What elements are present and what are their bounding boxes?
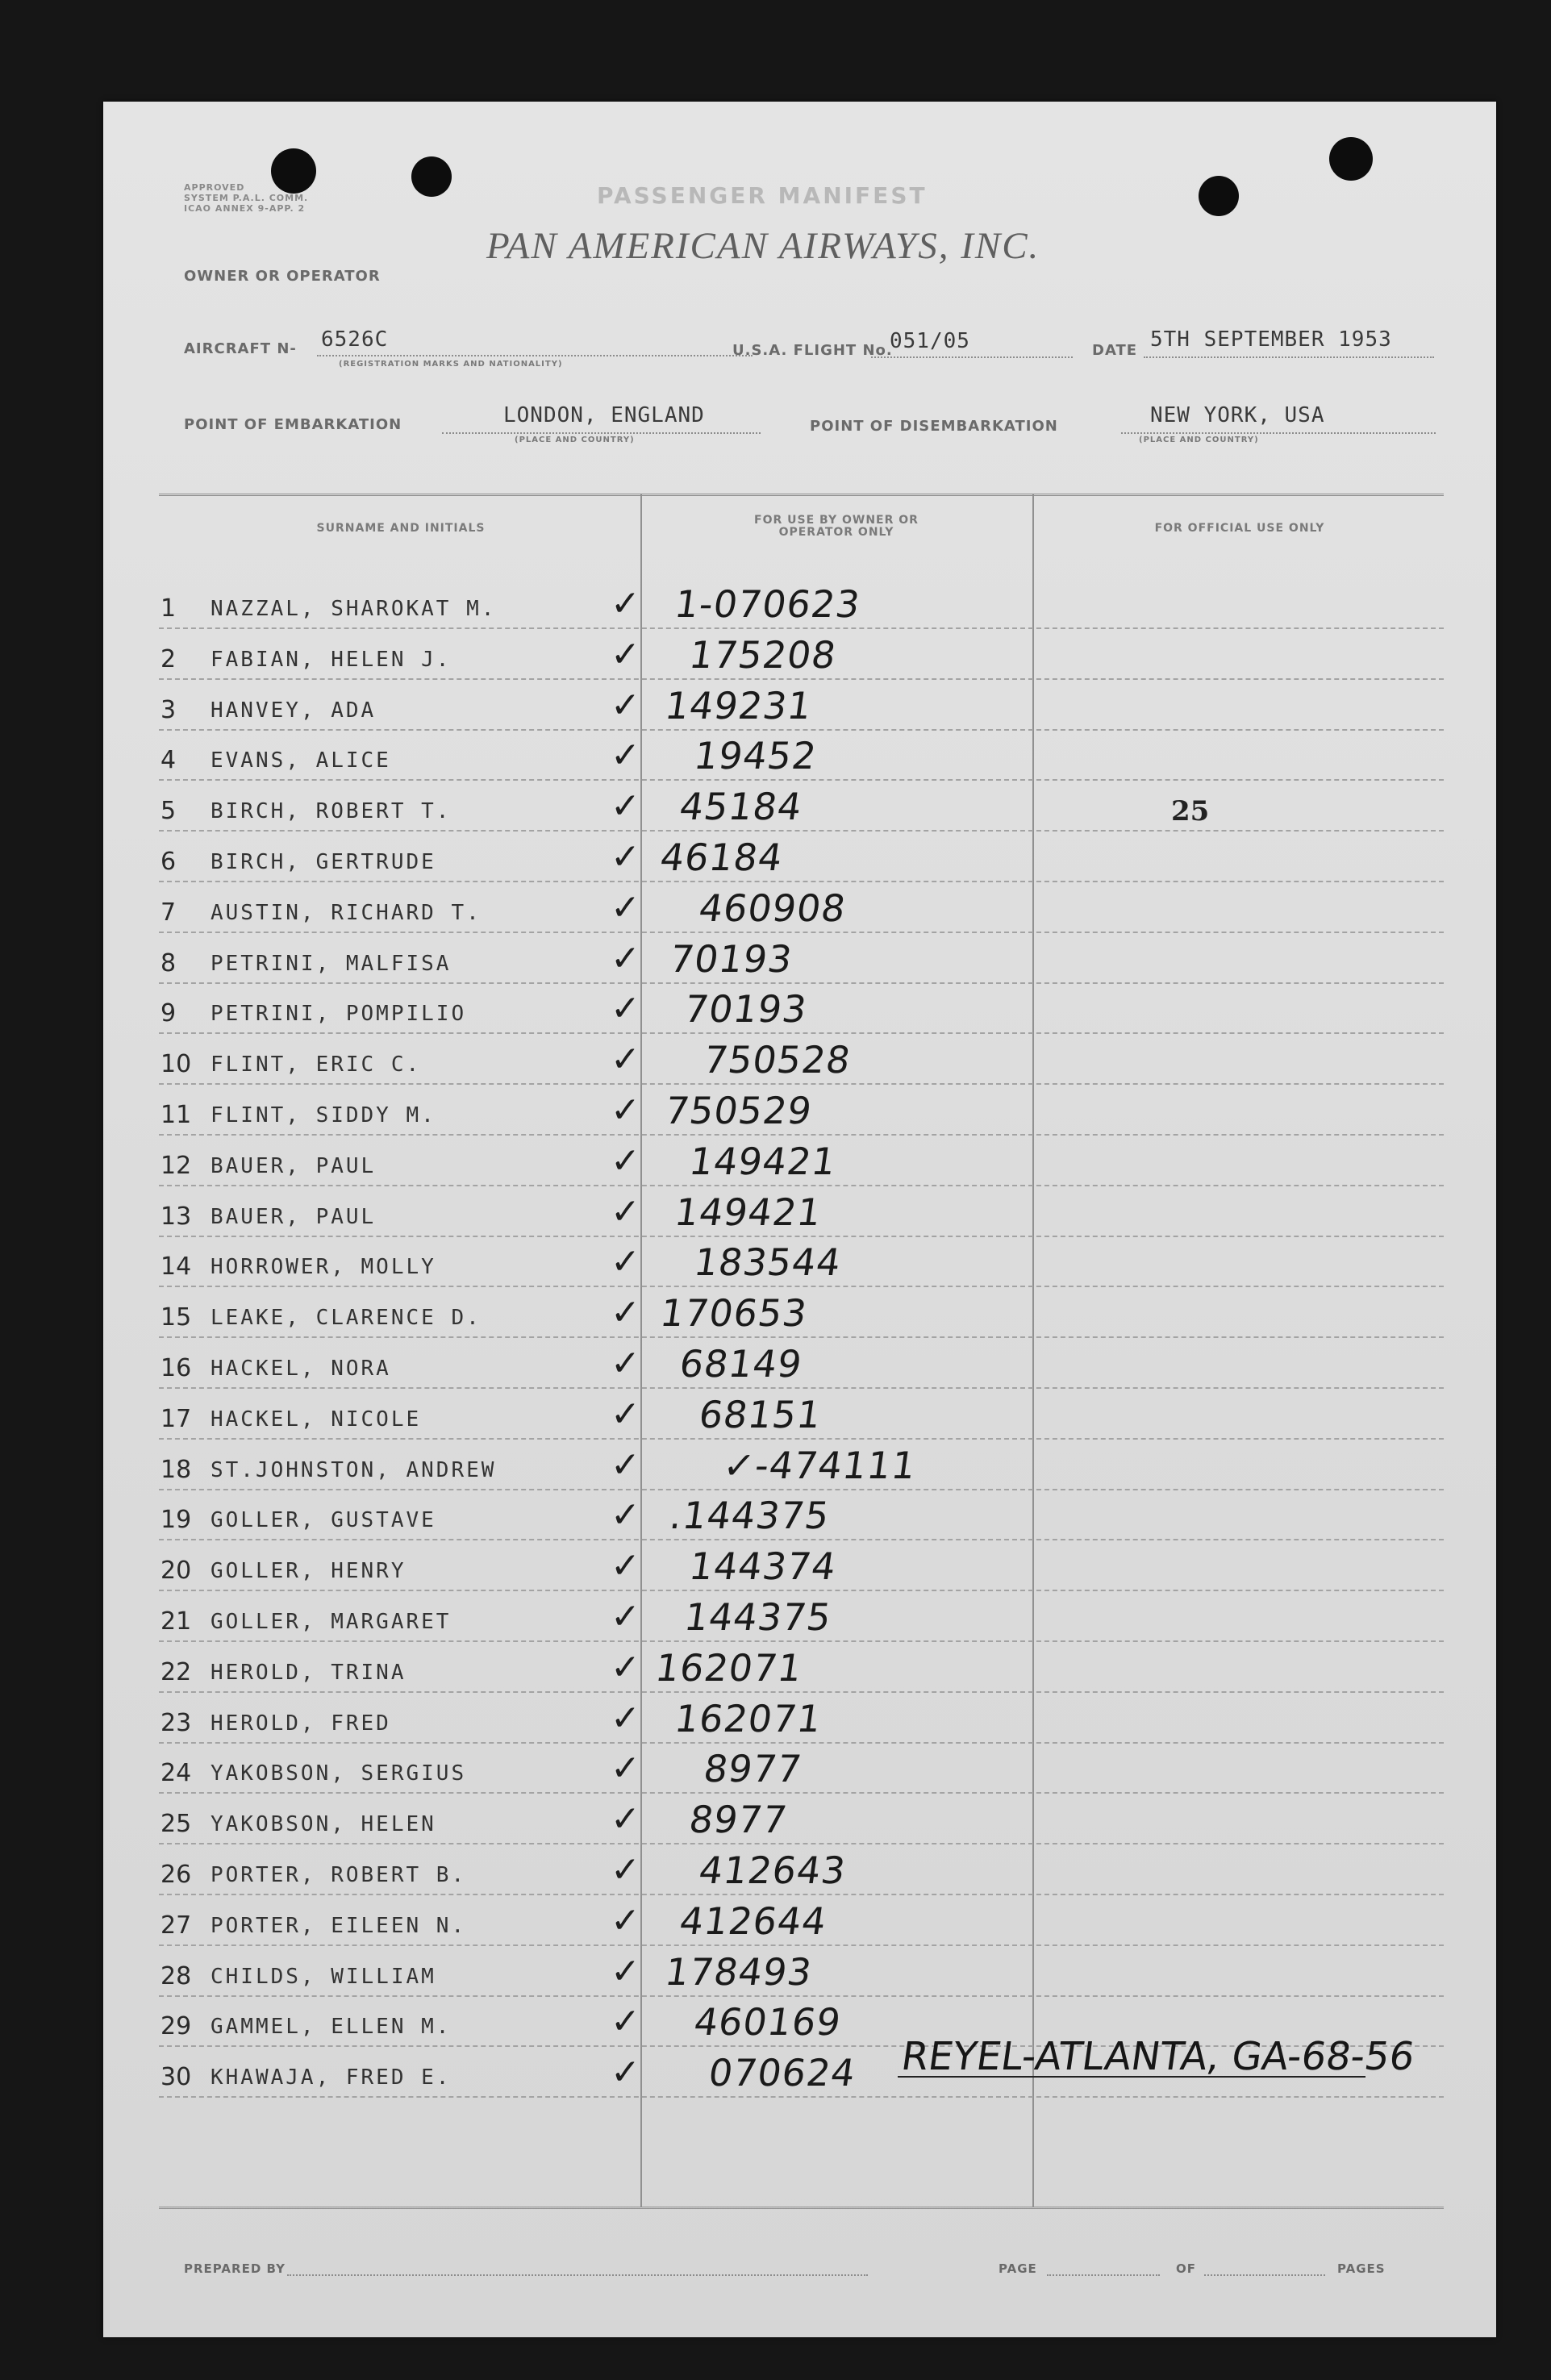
row-number: 21 (161, 1607, 192, 1636)
table-row (159, 1591, 1444, 1642)
ticket-number: 8977 (686, 1798, 790, 1842)
disembarkation-line (1121, 432, 1436, 434)
row-number: 17 (161, 1404, 192, 1433)
check-mark: ✓ (611, 1494, 640, 1536)
table-row (159, 1440, 1444, 1490)
passenger-name: BIRCH, ROBERT T. (211, 799, 452, 824)
row-number: 10 (161, 1050, 192, 1079)
of-line (1204, 2274, 1325, 2276)
place-note: (PLACE AND COUNTRY) (1139, 436, 1259, 444)
ticket-number: 750528 (701, 1038, 854, 1082)
check-mark: ✓ (611, 786, 640, 827)
passenger-name: HANVEY, ADA (211, 698, 377, 723)
check-mark: ✓ (611, 1899, 640, 1941)
column-header-official: FOR OFFICIAL USE ONLY (1154, 522, 1325, 535)
row-number: 23 (161, 1708, 192, 1737)
manifest-title: PASSENGER MANIFEST (597, 182, 928, 209)
ticket-number: 460169 (691, 2000, 844, 2044)
ticket-number: 1-070623 (672, 582, 864, 626)
ticket-number: 750529 (662, 1089, 815, 1132)
passenger-name: CHILDS, WILLIAM (211, 1964, 436, 1989)
ticket-number: 175208 (686, 632, 840, 677)
check-mark: ✓ (611, 583, 640, 624)
aircraft-value: 6526C (321, 327, 389, 352)
check-mark: ✓ (611, 1799, 640, 1840)
ticket-number: 183544 (691, 1240, 844, 1285)
row-number: 30 (161, 2063, 192, 2092)
ticket-number: 149231 (662, 683, 815, 727)
row-number: 13 (161, 1202, 192, 1231)
row-number: 12 (161, 1151, 192, 1180)
row-number: 22 (161, 1657, 192, 1686)
table-row (159, 882, 1444, 933)
check-mark: ✓ (611, 1090, 640, 1131)
passenger-name: HORROWER, MOLLY (211, 1255, 436, 1280)
flight-label: U.S.A. FLIGHT No. (732, 342, 893, 359)
passenger-name: HACKEL, NORA (211, 1357, 391, 1381)
table-row (159, 1895, 1444, 1946)
table-row (159, 1085, 1444, 1136)
passenger-name: PORTER, ROBERT B. (211, 1863, 467, 1887)
ticket-number: 178493 (662, 1949, 815, 1994)
aircraft-label: AIRCRAFT N- (184, 340, 297, 357)
flight-value: 051/05 (890, 329, 970, 353)
company-name: PAN AMERICAN AIRWAYS, INC. (486, 225, 1040, 267)
embarkation-line (442, 432, 761, 434)
passenger-name: FLINT, ERIC C. (211, 1052, 422, 1077)
check-mark: ✓ (611, 2001, 640, 2043)
row-number: 5 (161, 797, 177, 826)
check-mark: ✓ (611, 1849, 640, 1890)
approval-line: APPROVED (184, 182, 245, 193)
table-row (159, 1136, 1444, 1186)
passenger-name: GOLLER, HENRY (211, 1559, 407, 1584)
official-count: 25 (1171, 795, 1210, 827)
check-mark: ✓ (611, 1748, 640, 1790)
passenger-name: HEROLD, FRED (211, 1711, 391, 1736)
approval-line: SYSTEM P.A.L. COMM. (184, 193, 309, 203)
check-mark: ✓ (611, 684, 640, 726)
ticket-number: 170653 (657, 1291, 811, 1336)
prepared-by-label: PREPARED BY (184, 2261, 286, 2276)
table-row (159, 1743, 1444, 1794)
ticket-number: 162071 (653, 1645, 806, 1690)
handwritten-remark: REYEL-ATLANTA, GA-68-56 (898, 2034, 1418, 2079)
table-row (159, 781, 1444, 832)
table-row (159, 1844, 1444, 1895)
check-mark: ✓ (611, 1444, 640, 1486)
check-mark: ✓ (611, 937, 640, 979)
ticket-number: 460908 (696, 886, 849, 930)
table-row (159, 1338, 1444, 1389)
disembarkation-value: NEW YORK, USA (1150, 403, 1325, 427)
passenger-name: GAMMEL, ELLEN M. (211, 2015, 452, 2040)
ticket-number: ✓-474111 (720, 1443, 919, 1487)
row-number: 19 (161, 1506, 192, 1535)
check-mark: ✓ (611, 836, 640, 877)
ticket-number: 68151 (696, 1392, 825, 1436)
approval-stamp (184, 182, 308, 214)
check-mark: ✓ (611, 1596, 640, 1637)
row-number: 29 (161, 2012, 192, 2041)
column-header-owner: FOR USE BY OWNER OR OPERATOR ONLY (754, 514, 919, 539)
page-line (1047, 2274, 1160, 2276)
row-number: 26 (161, 1861, 192, 1889)
passenger-name: BAUER, PAUL (211, 1204, 377, 1229)
table-row (159, 1389, 1444, 1440)
approval-line: ICAO ANNEX 9-APP. 2 (184, 203, 306, 214)
ticket-number: 144374 (686, 1544, 840, 1589)
punch-hole (1199, 176, 1239, 216)
row-number: 20 (161, 1557, 192, 1586)
passenger-name: YAKOBSON, SERGIUS (211, 1761, 467, 1786)
table-row (159, 730, 1444, 781)
embarkation-label: POINT OF EMBARKATION (184, 416, 402, 433)
row-number: 6 (161, 848, 177, 876)
passenger-name: HACKEL, NICOLE (211, 1407, 422, 1432)
row-number: 11 (161, 1101, 192, 1129)
embarkation-value: LONDON, ENGLAND (503, 403, 705, 427)
row-line (159, 2096, 1444, 2098)
table-top-rule (159, 494, 1444, 496)
table-row (159, 680, 1444, 731)
passenger-name: GOLLER, GUSTAVE (211, 1508, 436, 1533)
row-number: 9 (161, 999, 177, 1028)
table-row (159, 1287, 1444, 1338)
table-row (159, 1642, 1444, 1693)
table-row (159, 1236, 1444, 1287)
passenger-name: FLINT, SIDDY M. (211, 1103, 436, 1127)
table-row (159, 578, 1444, 629)
row-number: 7 (161, 898, 177, 927)
pages-label: PAGES (1337, 2261, 1386, 2276)
registration-note: (REGISTRATION MARKS AND NATIONALITY) (339, 360, 563, 369)
check-mark: ✓ (611, 1190, 640, 1232)
row-number: 3 (161, 695, 177, 724)
punch-hole (411, 156, 452, 197)
table-row (159, 1034, 1444, 1085)
passenger-name: ST.JOHNSTON, ANDREW (211, 1457, 497, 1482)
check-mark: ✓ (611, 1140, 640, 1182)
column-header-surname: SURNAME AND INITIALS (316, 522, 486, 535)
remark-underline (898, 2076, 1365, 2078)
ticket-number: 70193 (667, 936, 796, 981)
passenger-name: YAKOBSON, HELEN (211, 1812, 436, 1837)
ticket-number: 162071 (672, 1696, 825, 1740)
date-line (1144, 356, 1434, 358)
table-row (159, 1794, 1444, 1844)
check-mark: ✓ (611, 1697, 640, 1739)
passenger-name: PETRINI, MALFISA (211, 951, 452, 976)
ticket-number: 68149 (677, 1342, 806, 1386)
passenger-name: LEAKE, CLARENCE D. (211, 1306, 482, 1331)
ticket-number: 149421 (672, 1190, 825, 1234)
row-number: 4 (161, 746, 177, 775)
table-row (159, 1490, 1444, 1540)
table-row (159, 629, 1444, 680)
passenger-name: GOLLER, MARGARET (211, 1610, 452, 1634)
check-mark: ✓ (611, 2052, 640, 2094)
check-mark: ✓ (611, 735, 640, 777)
passenger-name: HEROLD, TRINA (211, 1660, 407, 1685)
ticket-number: 412644 (677, 1899, 830, 1943)
passenger-name: BIRCH, GERTRUDE (211, 850, 436, 874)
check-mark: ✓ (611, 633, 640, 675)
check-mark: ✓ (611, 1950, 640, 1992)
ticket-number: 149421 (686, 1139, 840, 1183)
check-mark: ✓ (611, 886, 640, 928)
passenger-name: FABIAN, HELEN J. (211, 647, 452, 672)
ticket-number: 144375 (682, 1595, 835, 1639)
prepared-by-line (287, 2274, 868, 2276)
ticket-number: .144375 (667, 1494, 833, 1538)
of-label: OF (1176, 2261, 1196, 2276)
row-number: 28 (161, 1961, 192, 1990)
table-row (159, 1946, 1444, 1997)
row-number: 16 (161, 1354, 192, 1382)
row-number: 1 (161, 594, 177, 623)
passenger-name: NAZZAL, SHAROKAT M. (211, 597, 497, 621)
passenger-name: BAUER, PAUL (211, 1153, 377, 1178)
ticket-number: 8977 (701, 1747, 805, 1791)
ticket-number: 45184 (677, 785, 806, 829)
check-mark: ✓ (611, 988, 640, 1030)
page-label: PAGE (999, 2261, 1037, 2276)
table-row (159, 933, 1444, 984)
disembarkation-label: POINT OF DISEMBARKATION (810, 418, 1058, 435)
punch-hole (1329, 137, 1373, 181)
owner-label: OWNER OR OPERATOR (184, 268, 381, 285)
passenger-name: EVANS, ALICE (211, 748, 391, 773)
check-mark: ✓ (611, 1039, 640, 1081)
row-number: 15 (161, 1303, 192, 1332)
row-number: 25 (161, 1810, 192, 1839)
table-row (159, 1693, 1444, 1744)
table-row (159, 983, 1444, 1034)
table-row (159, 832, 1444, 882)
date-value: 5TH SEPTEMBER 1953 (1150, 327, 1392, 352)
manifest-paper (103, 102, 1496, 2337)
row-number: 27 (161, 1911, 192, 1940)
aircraft-line (317, 355, 753, 356)
ticket-number: 46184 (657, 836, 786, 879)
check-mark: ✓ (611, 1292, 640, 1334)
place-note: (PLACE AND COUNTRY) (515, 436, 635, 444)
table-row (159, 1540, 1444, 1591)
passenger-name: PORTER, EILEEN N. (211, 1913, 467, 1938)
check-mark: ✓ (611, 1241, 640, 1283)
passenger-name: KHAWAJA, FRED E. (211, 2065, 452, 2090)
row-number: 24 (161, 1759, 192, 1788)
date-label: DATE (1092, 342, 1138, 359)
table-bottom-rule (159, 2207, 1444, 2209)
ticket-number: 070624 (706, 2051, 859, 2095)
row-number: 18 (161, 1455, 192, 1484)
passenger-name: AUSTIN, RICHARD T. (211, 900, 482, 925)
passenger-name: PETRINI, POMPILIO (211, 1002, 467, 1027)
row-number: 2 (161, 644, 177, 673)
check-mark: ✓ (611, 1343, 640, 1384)
row-number: 8 (161, 948, 177, 977)
check-mark: ✓ (611, 1646, 640, 1688)
ticket-number: 412643 (696, 1849, 849, 1892)
ticket-number: 70193 (682, 987, 811, 1032)
ticket-number: 19452 (691, 734, 820, 778)
check-mark: ✓ (611, 1545, 640, 1587)
row-number: 14 (161, 1253, 192, 1282)
flight-line (871, 356, 1073, 358)
table-row (159, 1186, 1444, 1237)
check-mark: ✓ (611, 1393, 640, 1435)
